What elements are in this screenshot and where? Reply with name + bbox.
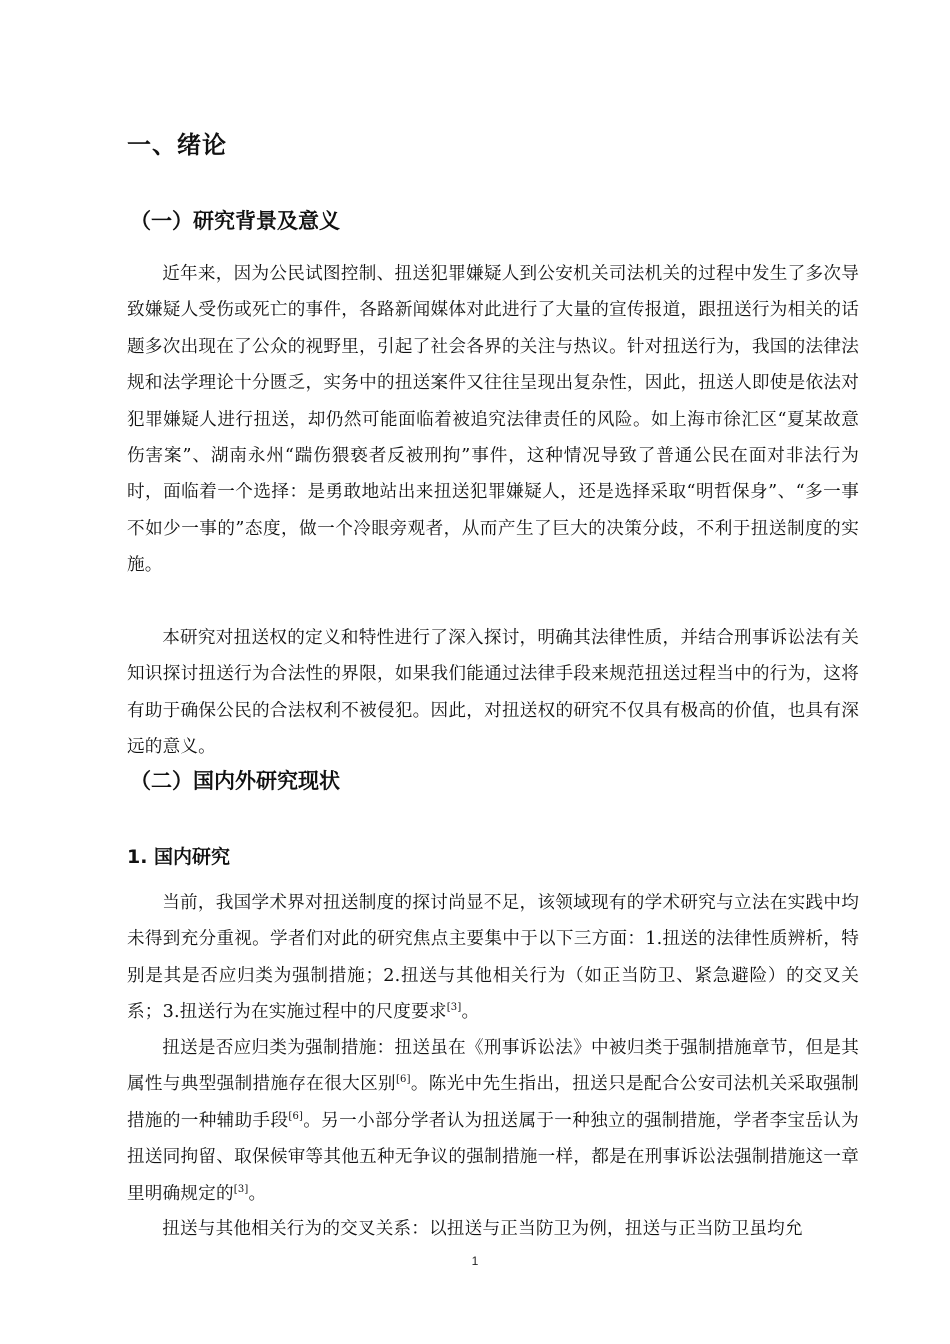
citation-mark: [3] [446, 1002, 462, 1014]
paragraph-text-end: 。 [248, 1183, 267, 1204]
paragraph-text: 。陈光中先生指出，扭送只是配合公安司法机关采取强制措施的一种辅助手段 [127, 1074, 859, 1131]
paragraph-domestic-2 [127, 1030, 859, 1212]
paragraph-text: 扭送是否应归类为强制措施：扭送虽在《刑事诉讼法》中被归类于强制措施章节，但是其属性与典型强制措施存在很大区别 [127, 1038, 859, 1095]
paragraph-background-2: 本研究对扭送权的定义和特性进行了深入探讨，明确其法律性质，并结合刑事诉讼法有关知识探讨扭送行为合法性的界限，如果我们能通过法律手段来规范扭送过程当中的行为，这将有助于确保公民的合法权利不被侵犯。因此，对扭送权的研究不仅具有极高的价值，也具有深远的意义。 [127, 628, 859, 758]
paragraph-background-1: 近年来，因为公民试图控制、扭送犯罪嫌疑人到公安机关司法机关的过程中发生了多次导致嫌疑人受伤或死亡的事件，各路新闻媒体对此进行了大量的宣传报道，跟扭送行为相关的话题多次出现在了公众的视野里，引起了社会各界的关注与热议。针对扭送行为，我国的法律法规和法学理论十分匮乏，实务中的扭送案件又往往呈现出复杂性，因此，扭送人即使是依法对犯罪嫌疑人进行扭送，却仍然可能面临着被追究法律责任的风险。如上海市徐汇区“夏某故意伤害案”、湖南永州“踹伤猥亵者反被刑拘”事件，这种情况导致了普通公民在面对非法行为时，面临着一个选择：是勇敢地站出来扭送犯罪嫌疑人，还是选择采取“明哲保身”、“多一事不如少一事的”态度，做一个冷眼旁观者，从而产生了巨大的决策分歧，不利于扭送制度的实施。 [127, 264, 859, 576]
page-number: 1 [471, 1254, 479, 1268]
paragraph-text-end: 。 [461, 1002, 480, 1023]
citation-mark: [3] [233, 1183, 249, 1195]
paragraph-domestic-3: 扭送与其他相关行为的交叉关系：以扭送与正当防卫为例，扭送与正当防卫虽均允 [162, 1219, 803, 1239]
paragraph-domestic-1 [127, 885, 859, 1031]
subsection-heading-domestic: 1. 国内研究 [127, 846, 231, 868]
paragraph-text: 当前，我国学术界对扭送制度的探讨尚显不足，该领域现有的学术研究与立法在实践中均未得到充分重视。学者们对此的研究焦点主要集中于以下三方面：1.扭送的法律性质辨析，特别是其是否应归类为强制措施；2.扭送与其他相关行为（如正当防卫、紧急避险）的交叉关系；3.扭送行为在实施过程中的尺度要求 [127, 893, 859, 1023]
section-heading-background: （一）研究背景及意义 [130, 209, 340, 233]
citation-mark: [6] [288, 1110, 304, 1122]
section-heading-research-status: （二）国内外研究现状 [130, 769, 340, 793]
chapter-heading: 一、绪论 [127, 131, 227, 159]
paragraph-text: 。另一小部分学者认为扭送属于一种独立的强制措施，学者李宝岳认为扭送同拘留、取保候审等其他五种无争议的强制措施一样，都是在刑事诉讼法强制措施这一章里明确规定的 [127, 1110, 859, 1204]
citation-mark: [6] [395, 1074, 411, 1086]
